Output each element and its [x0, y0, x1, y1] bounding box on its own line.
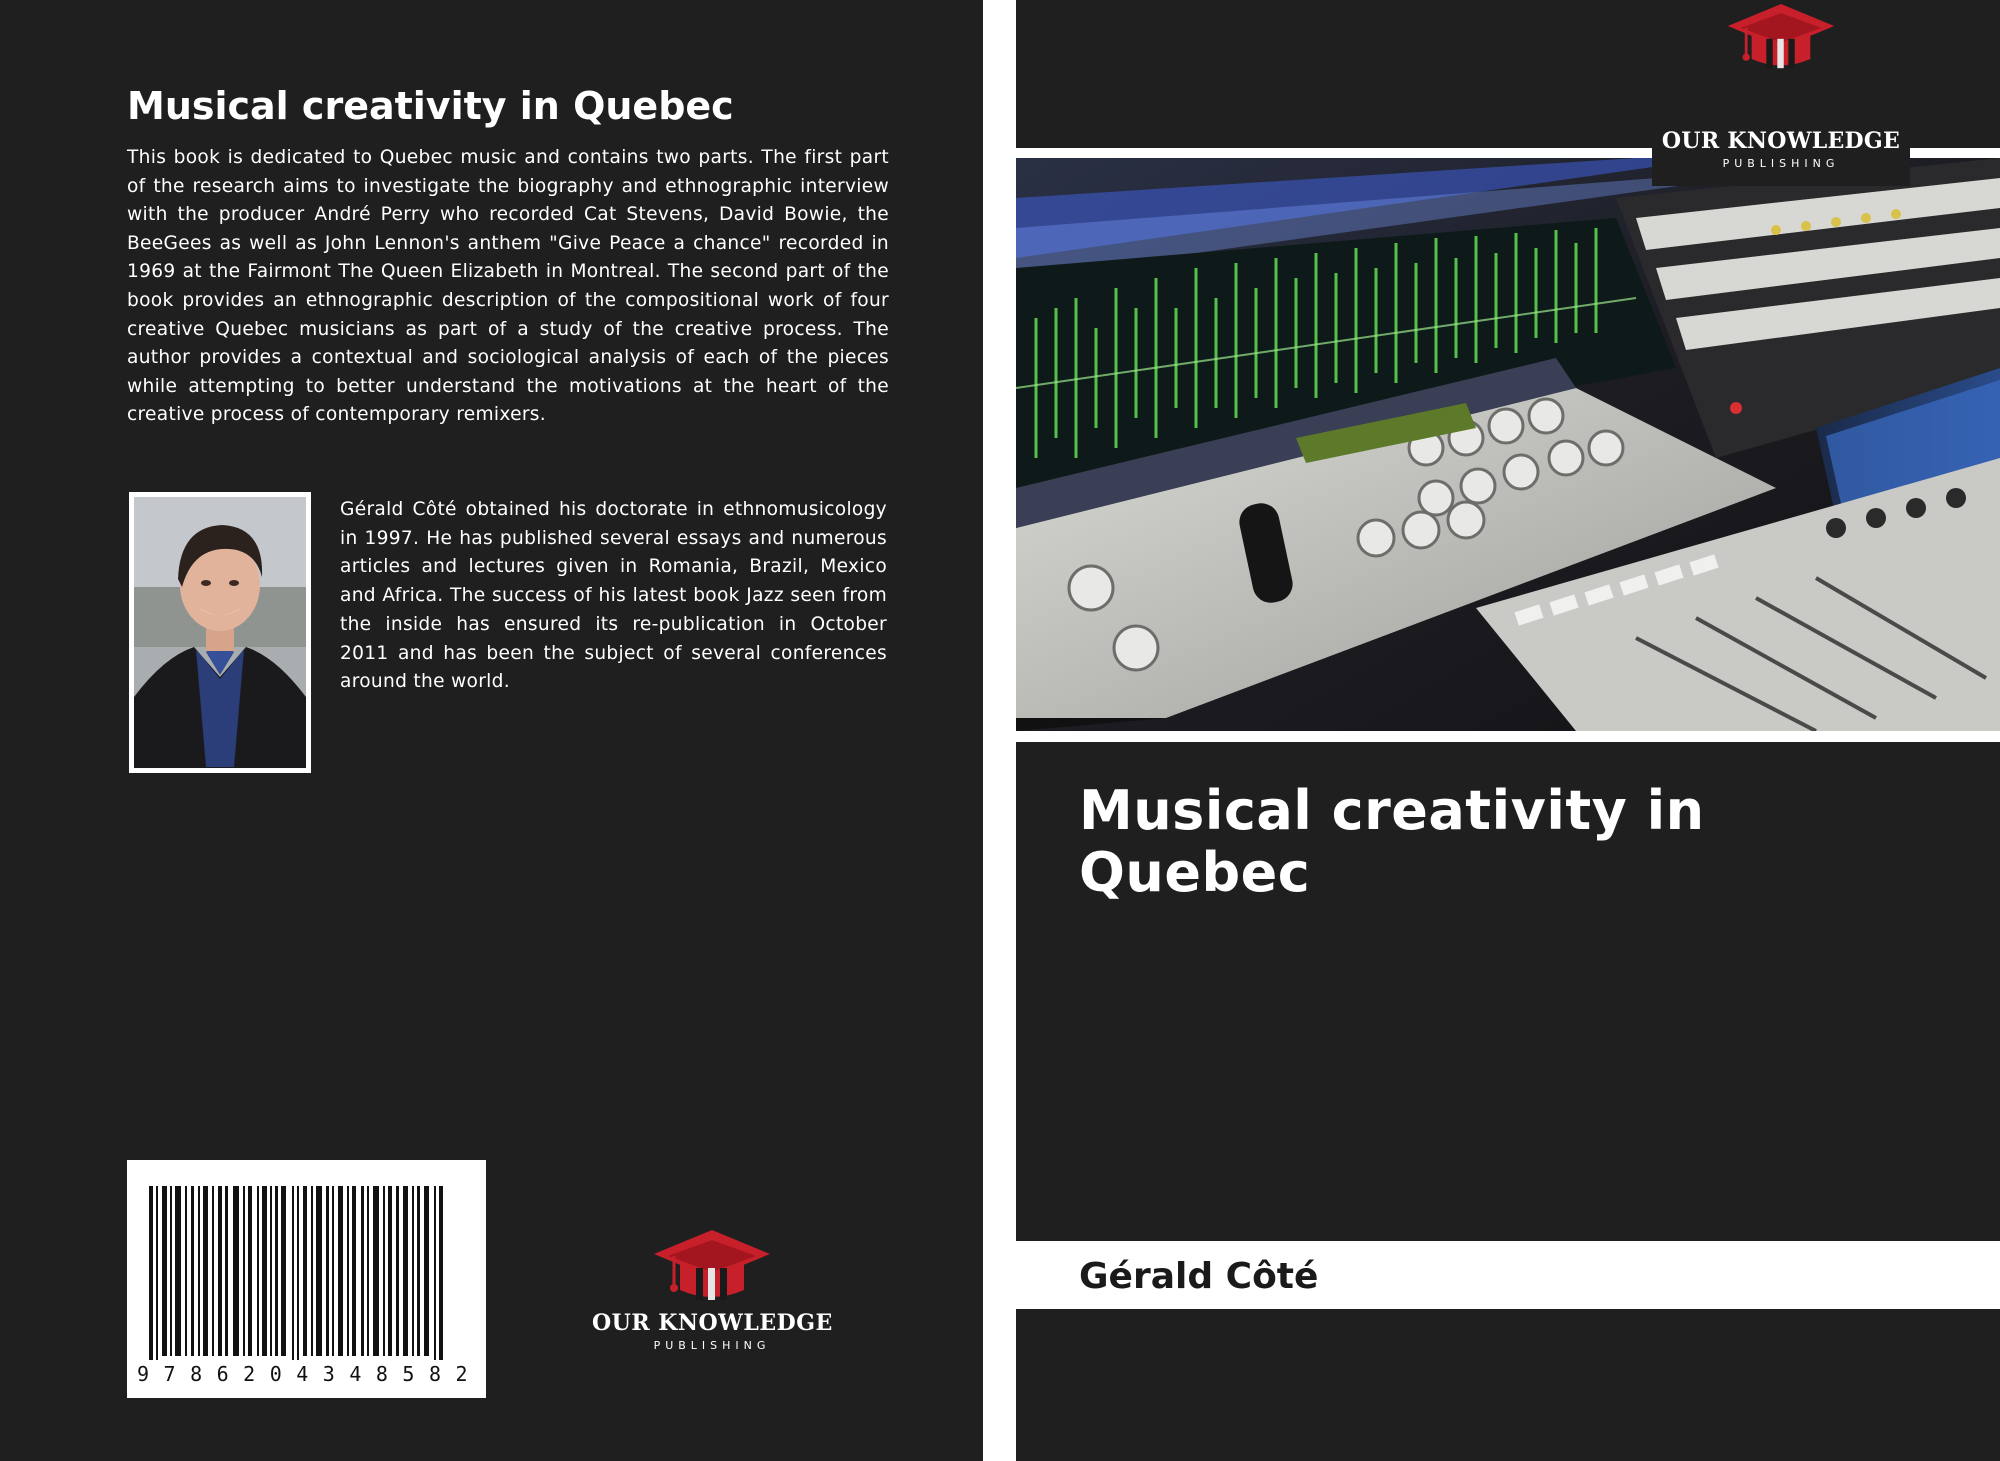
publisher-logo-back	[592, 1228, 832, 1352]
audio-mixer-photo	[1016, 158, 2000, 731]
spine	[983, 0, 1016, 1461]
publisher-subtitle: PUBLISHING	[1722, 157, 1840, 170]
front-cover-title: Musical creativity in Quebec	[1079, 779, 1705, 904]
back-cover-title: Musical creativity in Quebec	[127, 84, 734, 128]
barcode	[127, 1160, 486, 1398]
mortarboard-logo-icon	[1726, 2, 1836, 72]
publisher-logo-front-box	[1652, 0, 1910, 186]
author-band	[1016, 1241, 2000, 1309]
divider-strip	[1016, 731, 2000, 742]
author-photo-frame	[129, 492, 311, 773]
publisher-name: OUR KNOWLEDGE	[1661, 128, 1901, 154]
barcode-number: 9786204348582	[137, 1362, 483, 1386]
author-name: Gérald Côté	[1079, 1256, 1319, 1297]
author-portrait-illustration	[134, 497, 306, 768]
publisher-name: OUR KNOWLEDGE	[592, 1310, 833, 1336]
author-photo	[134, 497, 306, 768]
book-description: This book is dedicated to Quebec music and contains two parts. The first part of the research aims to investigate the biography and ethnographic interview with the producer André Perry who recorded Cat Stevens, David Bowie, the BeeGees as well as John Lennon's anthem "Give Peace a chance" recorded in 1969 at the Fairmont The Queen Elizabeth in Montreal. The second part of the book provides an ethnographic description of the compositional work of four creative Quebec musicians as part of a study of the creative process. The author provides a contextual and sociological analysis of each of the pieces while attempting to better understand the motivations at the heart of the creative process of contemporary remixers.	[127, 147, 889, 426]
back-cover	[0, 0, 983, 1461]
mortarboard-logo-icon	[652, 1228, 772, 1304]
mixing-console-illustration	[1016, 158, 2000, 731]
publisher-subtitle: PUBLISHING	[653, 1339, 771, 1352]
front-cover	[1016, 0, 2000, 1461]
author-biography: Gérald Côté obtained his doctorate in ethnomusicology in 1997. He has published several essays and numerous articles and lectures given in Romania, Brazil, Mexico and Africa. The success of his latest book Jazz seen from the inside has ensured its re-publication in October 2011 and has been the subject of several conferences around the world.	[340, 499, 887, 693]
barcode-bars	[127, 1160, 486, 1360]
publisher-logo-front	[1652, 54, 1910, 170]
